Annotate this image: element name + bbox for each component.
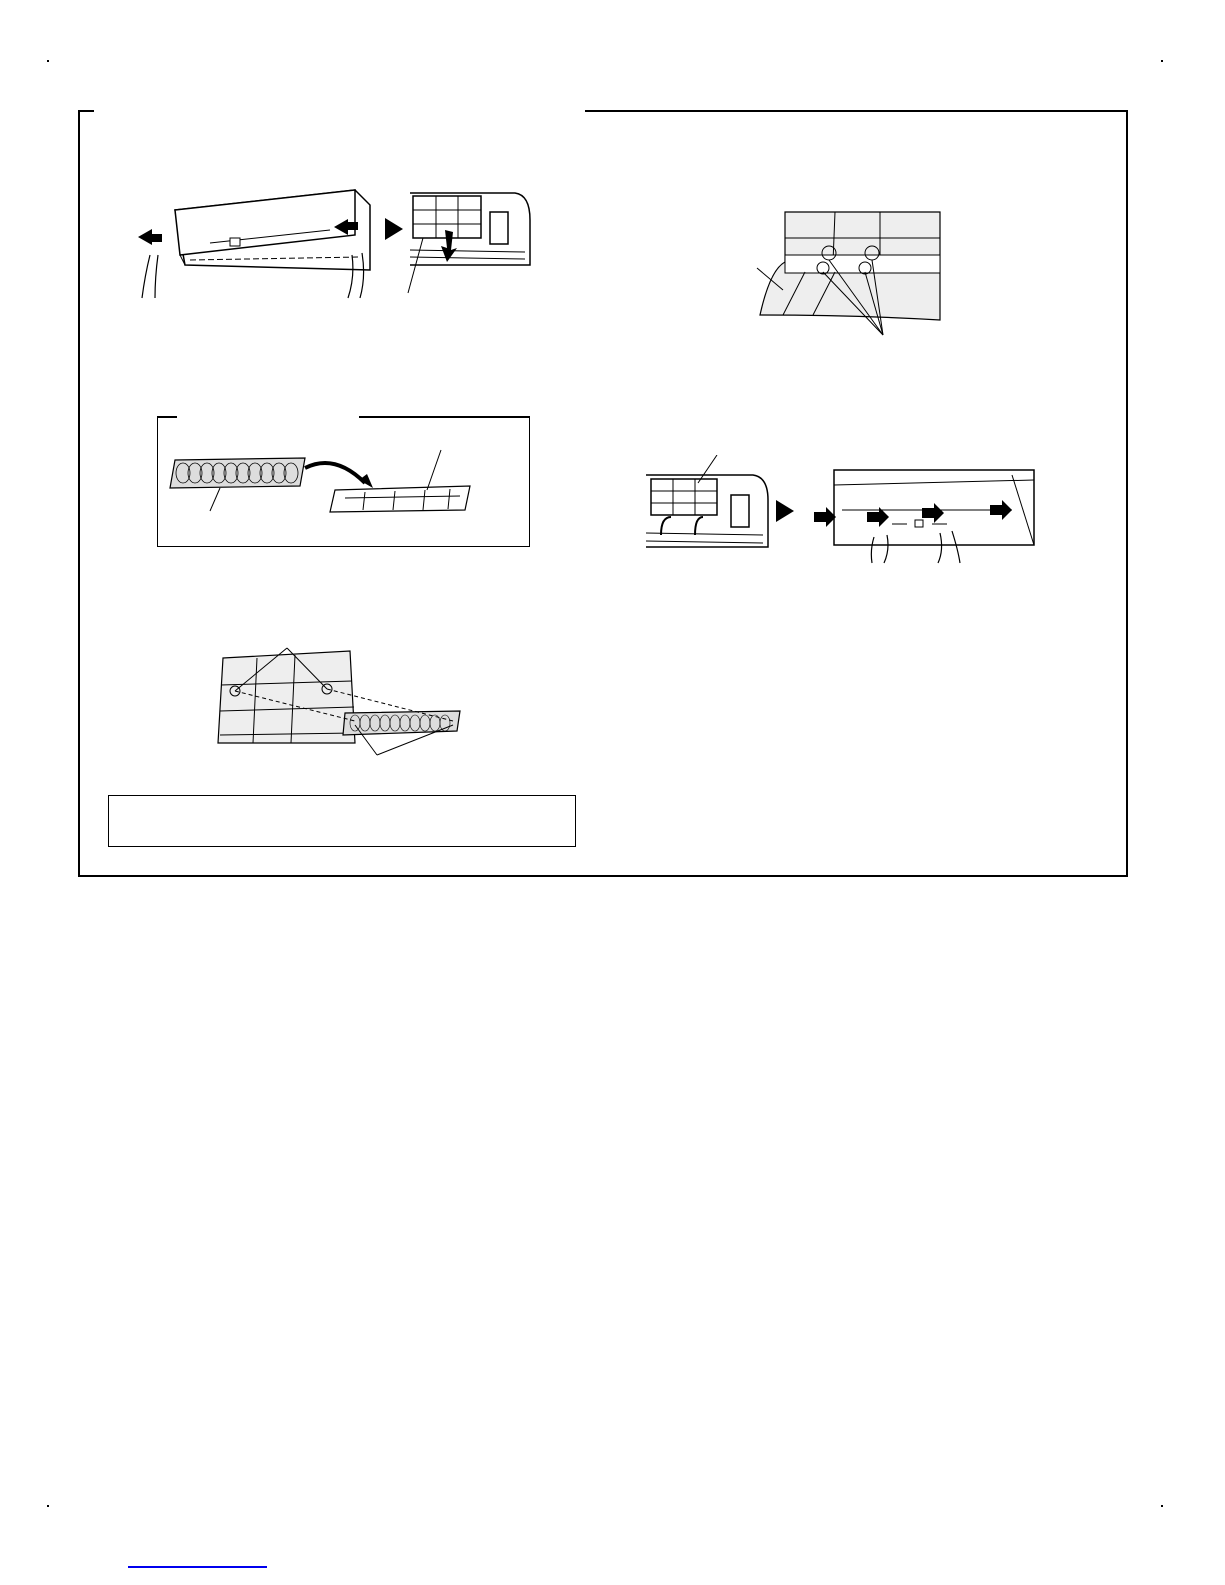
play-arrow-icon — [776, 500, 794, 522]
note-box — [108, 795, 576, 847]
front-panel-close-icon — [812, 465, 1037, 565]
filter-clip-icon — [755, 210, 965, 340]
inset-top-rule-left — [157, 416, 177, 418]
air-filter-insert-icon — [643, 455, 773, 555]
air-filter-removal-figure — [405, 190, 535, 295]
inset-top-rule-right — [359, 416, 530, 418]
crop-mark-bottom-left — [47, 1505, 49, 1507]
air-filter-pull-icon — [405, 190, 535, 295]
reinstall-filter-figure — [643, 455, 773, 555]
frame-top-rule-left — [78, 110, 94, 112]
front-panel-open-figure — [130, 185, 380, 300]
filter-assembly-figure — [215, 643, 470, 758]
step-arrow-1 — [385, 218, 403, 240]
filter-assembly-icon — [215, 643, 470, 758]
deodorizing-filter-attach-figure — [165, 448, 475, 514]
front-panel-open-icon — [130, 185, 380, 300]
play-arrow-icon — [385, 218, 403, 240]
step-arrow-2 — [776, 500, 794, 522]
crop-mark-top-left — [47, 60, 49, 62]
crop-mark-bottom-right — [1161, 1505, 1163, 1507]
crop-mark-top-right — [1161, 60, 1163, 62]
close-front-panel-figure — [812, 465, 1037, 565]
filter-clips-figure — [755, 210, 965, 340]
deodorizing-filter-attach-icon — [165, 448, 475, 514]
footer-link[interactable] — [128, 1566, 267, 1568]
frame-top-rule-right — [585, 110, 1128, 112]
